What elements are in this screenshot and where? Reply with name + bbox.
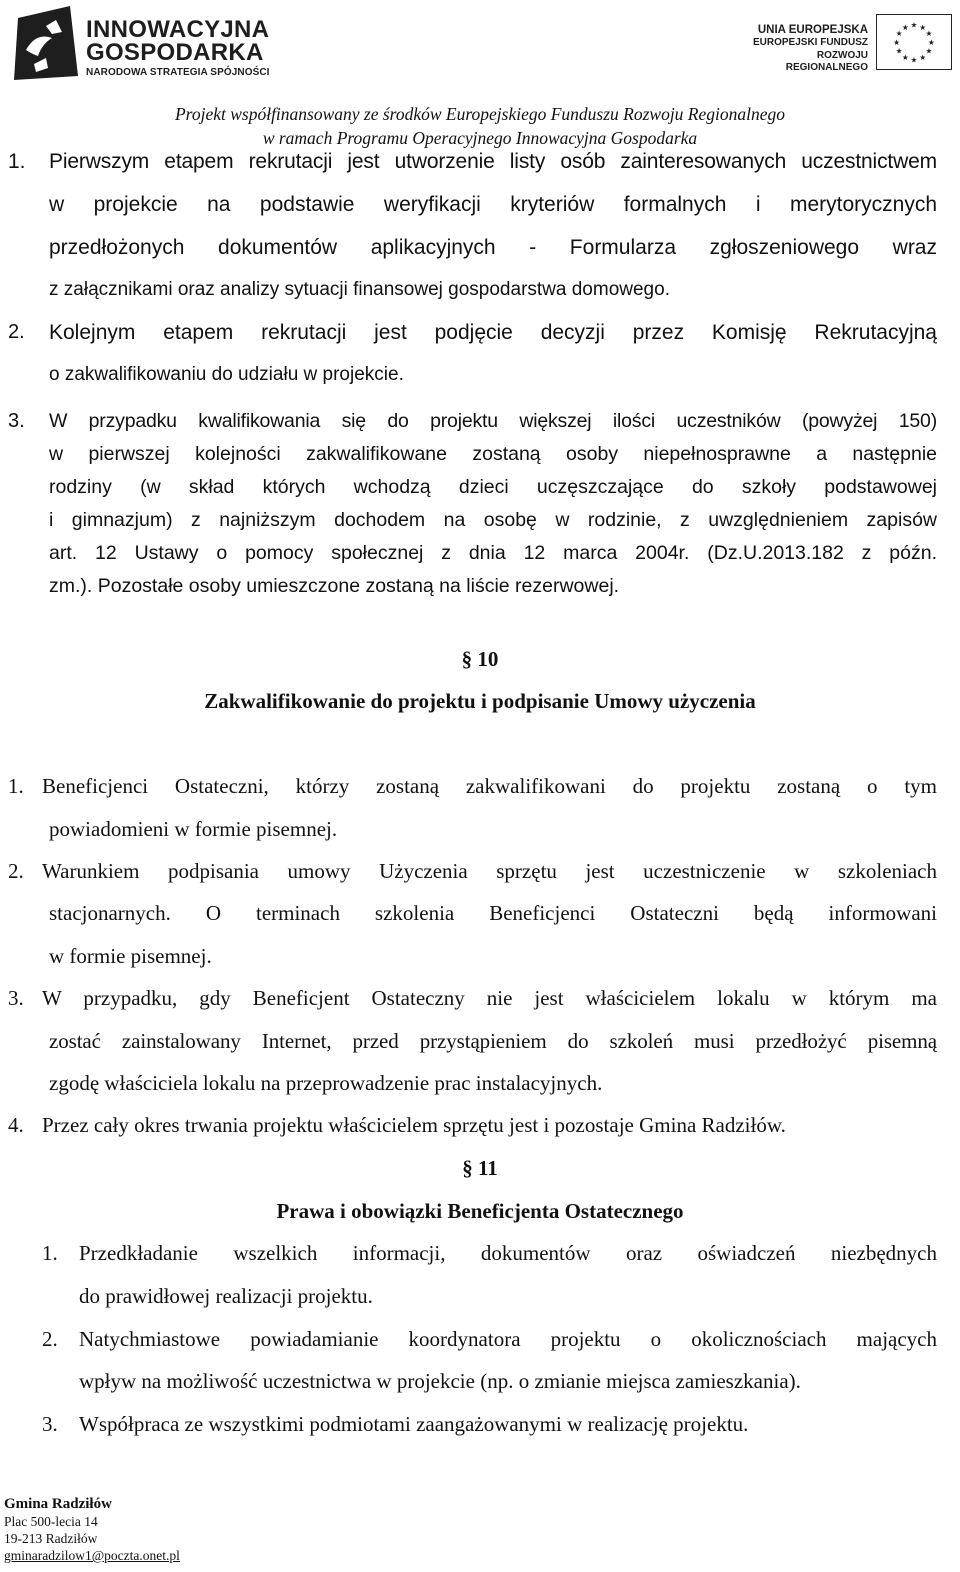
item-number: 2. [8,321,25,343]
paragraph-line: Współpraca ze wszystkimi podmiotami zaangażowanymi w realizację projektu. [79,1412,749,1436]
item-number: 1. [8,150,26,173]
logo-text-line: EUROPEJSKI FUNDUSZ [752,37,868,48]
item-number: 1. [8,774,24,798]
paragraph-line: W przypadku, gdy Beneficjent Ostateczny nie jest właścicielem lokalu w którym ma [42,986,937,1010]
paragraph-line: Natychmiastowe powiadamianie koordynatora projektu o okolicznościach mających [79,1327,937,1351]
paragraph-line: art. 12 Ustawy o pomocy społecznej z dnia 12 marca 2004r. (Dz.U.2013.182 z późn. [49,542,937,564]
paragraph-line: Kolejnym etapem rekrutacji jest podjęcie decyzji przez Komisję Rekrutacyjną [49,321,937,344]
item-number: 2. [42,1327,58,1351]
paragraph-line: Beneficjenci Ostateczni, którzy zostaną zakwalifikowani do projektu zostaną o tym [42,774,937,798]
item-number: 2. [8,859,24,883]
logo-text-line: GOSPODARKA [86,39,264,66]
paragraph-line: wpływ na możliwość uczestnictwa w projekcie (np. o zmianie miejsca zamieszkania). [79,1369,801,1393]
svg-text:★: ★ [895,29,903,39]
paragraph-line: rodziny (w skład których wchodzą dzieci uczęszczające do szkoły podstawowej [49,476,937,498]
paragraph-line: w projekcie na podstawie weryfikacji kryteriów formalnych i merytorycznych [49,193,937,216]
section-title: Prawa i obowiązki Beneficjenta Ostatecznego [276,1199,684,1223]
svg-text:★: ★ [910,55,918,65]
paragraph-line: przedłożonych dokumentów aplikacyjnych - Formularza zgłoszeniowego wraz [49,236,937,259]
item-number: 1. [42,1241,58,1265]
paragraph-line: zm.). Pozostałe osoby umieszczone zostaną na liście rezerwowej. [49,575,620,597]
eu-flag-icon [876,14,952,70]
item-number: 3. [8,410,25,432]
section-number: § 11 [462,1156,498,1180]
section-number: § 10 [461,647,499,671]
svg-text:★: ★ [925,29,933,39]
paragraph-line: do prawidłowej realizacji projektu. [79,1284,373,1308]
paragraph-line: z załącznikami oraz analizy sytuacji finansowej gospodarstwa domowego. [49,279,670,300]
svg-text:★: ★ [893,37,901,47]
logo-text-line: UNIA EUROPEJSKA [757,24,868,36]
logo-text-line: ROZWOJU REGIONALNEGO [785,49,868,73]
svg-text:★: ★ [910,20,918,30]
paragraph-line: Pierwszym etapem rekrutacji jest utworzenie listy osób zainteresowanych uczestnictwem [49,150,937,173]
unia-europejska-logo [736,14,956,72]
paragraph-line: powiadomieni w formie pisemnej. [49,817,338,841]
footer-email-link[interactable]: gminaradzilow1@poczta.onet.pl [4,1548,180,1563]
paragraph-line: w pierwszej kolejności zakwalifikowane zostaną osoby niepełnosprawne a następnie [49,443,937,465]
logo-text-line: NARODOWA STRATEGIA SPÓJNOŚCI [86,67,270,78]
paragraph-line: i gimnazjum) z najniższym dochodem na osobę w rodzinie, z uwzględnieniem zapisów [49,509,937,531]
item-number: 3. [42,1412,58,1436]
paragraph-line: zostać zainstalowany Internet, przed przystąpieniem do szkoleń musi przedłożyć pisemną [49,1029,937,1053]
section-title: Zakwalifikowanie do projektu i podpisanie Umowy użyczenia [204,689,756,713]
project-cofinancing-line: Projekt współfinansowany ze środków Europejskiego Funduszu Rozwoju Regionalnego [174,104,786,124]
svg-text:★: ★ [919,22,927,32]
svg-text:★: ★ [925,46,933,56]
footer-address [4,1496,180,1564]
footer-street: Plac 500-lecia 14 [4,1514,98,1529]
paragraph-line: zgodę właściciela lokalu na przeprowadzenie prac instalacyjnych. [49,1071,603,1095]
svg-text:★: ★ [901,22,909,32]
innowacyjna-gospodarka-logo [12,4,282,82]
paragraph-line: w formie pisemnej. [49,944,212,968]
footer-name: Gmina Radziłów [4,1496,112,1512]
paragraph-line: Przedkładanie wszelkich informacji, dokumentów oraz oświadczeń niezbędnych [79,1241,937,1265]
project-programme-line: w ramach Programu Operacyjnego Innowacyjna Gospodarka [262,128,698,148]
item-number: 4. [8,1113,24,1137]
footer-city: 19-213 Radziłów [4,1531,98,1546]
innowacyjna-gospodarka-mark-icon [12,4,80,82]
svg-text:★: ★ [895,46,903,56]
svg-text:★: ★ [927,37,935,47]
paragraph-line: Warunkiem podpisania umowy Użyczenia sprzętu jest uczestniczenie w szkoleniach [42,859,937,883]
svg-text:★: ★ [901,52,909,62]
paragraph-line: W przypadku kwalifikowania się do projektu większej ilości uczestników (powyżej 150) [49,410,937,432]
svg-text:★: ★ [919,52,927,62]
logo-text-line: INNOWACYJNA [86,16,270,43]
paragraph-line: o zakwalifikowaniu do udziału w projekcie. [49,364,404,385]
item-number: 3. [8,986,24,1010]
paragraph-line: Przez cały okres trwania projektu właścicielem sprzętu jest i pozostaje Gmina Radziłów. [42,1113,786,1137]
paragraph-line: stacjonarnych. O terminach szkolenia Beneficjenci Ostateczni będą informowani [49,901,937,925]
